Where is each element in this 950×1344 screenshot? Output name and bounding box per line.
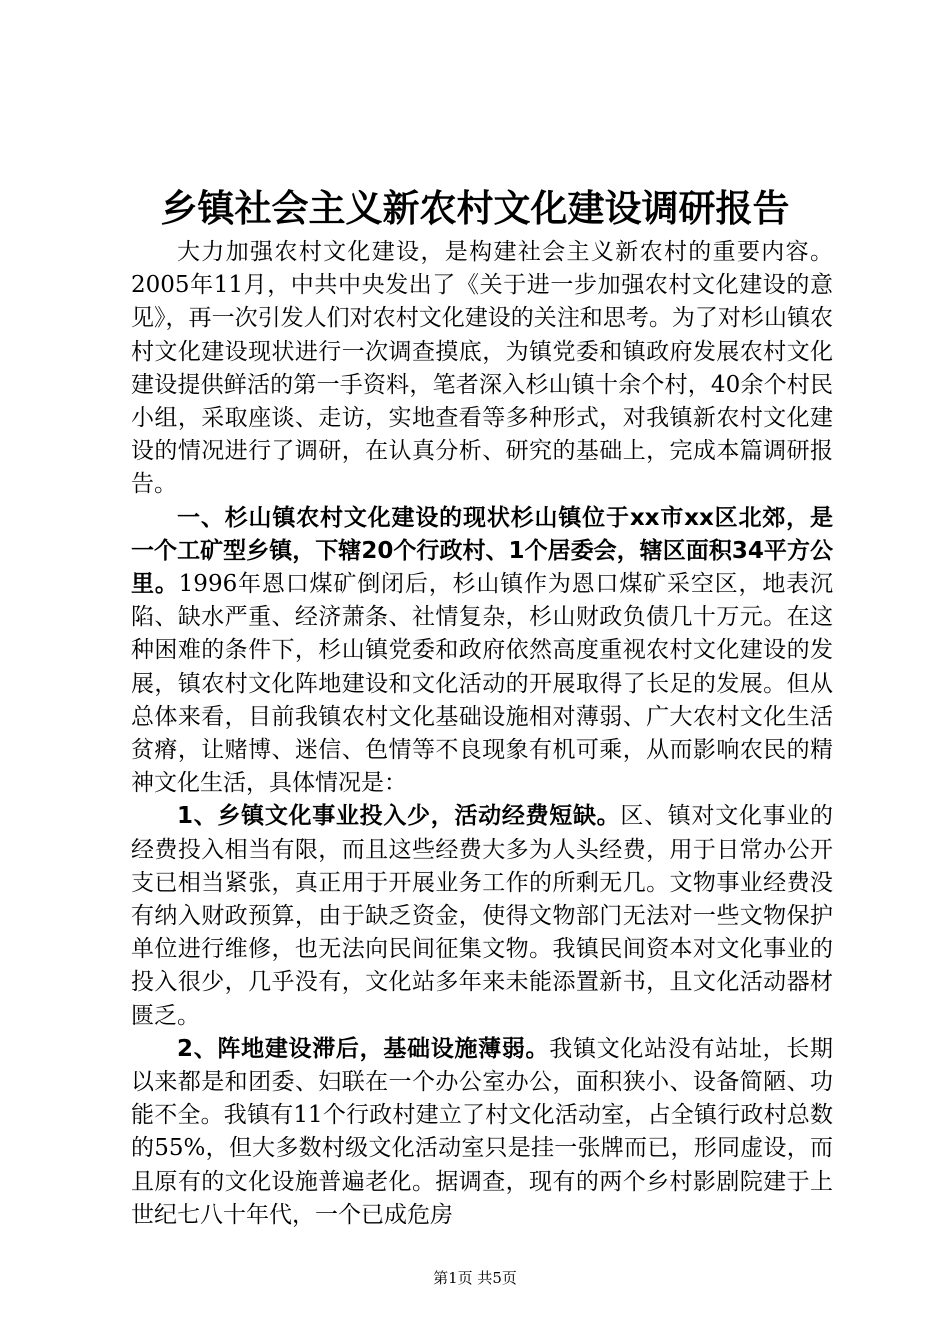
item-heading: 2、阵地建设滞后，基础设施薄弱。 bbox=[177, 1035, 550, 1062]
paragraph-text: 我镇文化站没有站址，长期以来都是和团委、妇联在一个办公室办公，面积狭小、设备简陋、功能不全。我镇有11个行政村建立了村文化活动室，占全镇行政村总数的55%，但大多数村级文化活动室只是挂一张牌而已，形同虚设，而且原有的文化设施普遍老化。据调查，现有的两个乡村影剧院建于上世纪七八十年代，一个已成危房 bbox=[131, 1035, 833, 1228]
page-footer: 第1页 共5页 bbox=[433, 1269, 517, 1287]
item-heading: 1、乡镇文化事业投入少，活动经费短缺。 bbox=[177, 803, 621, 830]
document-title: 乡镇社会主义新农村文化建设调研报告 bbox=[160, 186, 790, 230]
section-heading: 一、杉山镇农村文化建设的现状杉山镇位于xx市xx区北郊，是一个工矿型乡镇，下辖20个行政村、1个居委会，辖区面积34平方公里。 bbox=[131, 504, 833, 598]
document-body bbox=[131, 236, 833, 1232]
paragraph-item-2 bbox=[131, 1033, 833, 1232]
paragraph-section-1 bbox=[131, 502, 833, 801]
paragraph-text: 1996年恩口煤矿倒闭后，杉山镇作为恩口煤矿采空区，地表沉陷、缺水严重、经济萧条、社情复杂，杉山财政负债几十万元。在这种困难的条件下，杉山镇党委和政府依然高度重视农村文化建设的发展，镇农村文化阵地建设和文化活动的开展取得了长足的发展。但从总体来看，目前我镇农村文化基础设施相对薄弱、广大农村文化生活贫瘠，让赌博、迷信、色情等不良现象有机可乘，从而影响农民的精神文化生活，具体情况是： bbox=[131, 571, 833, 797]
paragraph-text: 大力加强农村文化建设，是构建社会主义新农村的重要内容。2005年11月，中共中央发出了《关于进一步加强农村文化建设的意见》，再一次引发人们对农村文化建设的关注和思考。为了对杉山镇农村文化建设现状进行一次调查摸底，为镇党委和镇政府发展农村文化建设提供鲜活的第一手资料，笔者深入杉山镇十余个村，40余个村民小组，采取座谈、走访，实地查看等多种形式，对我镇新农村文化建设的情况进行了调研，在认真分析、研究的基础上，完成本篇调研报告。 bbox=[131, 239, 833, 498]
paragraph-item-1 bbox=[131, 800, 833, 1032]
paragraph-text: 区、镇对文化事业的经费投入相当有限，而且这些经费大多为人头经费，用于日常办公开支已相当紧张，真正用于开展业务工作的所剩无几。文物事业经费没有纳入财政预算，由于缺乏资金，使得文物部门无法对一些文物保护单位进行维修，也无法向民间征集文物。我镇民间资本对文化事业的投入很少，几乎没有，文化站多年来未能添置新书，且文化活动器材匮乏。 bbox=[131, 803, 833, 1029]
paragraph-intro bbox=[131, 236, 833, 502]
